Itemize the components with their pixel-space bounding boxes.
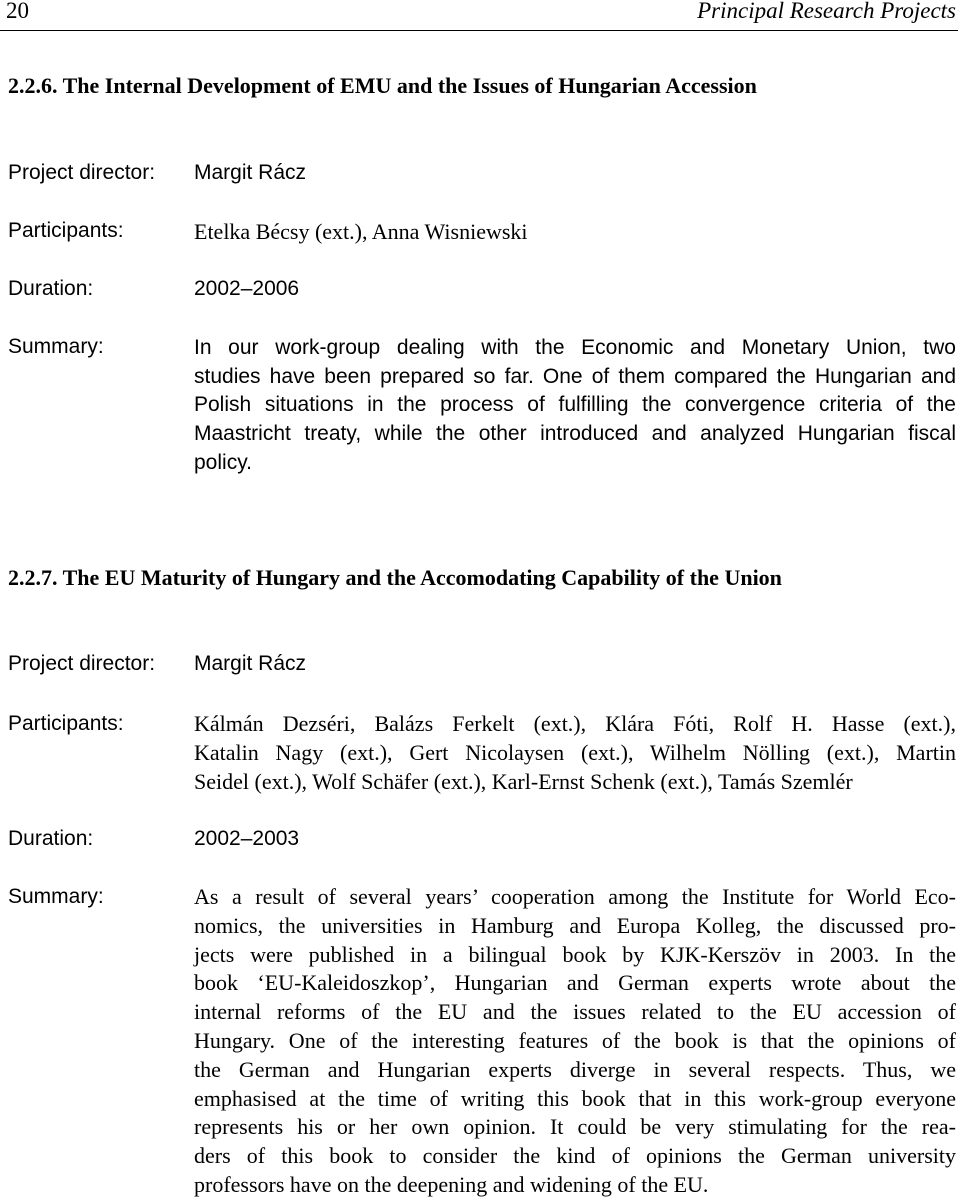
- summary-line: internal reforms of the EU and the issues related to the EU accession of: [194, 999, 956, 1025]
- duration-value: 2002–2006: [194, 277, 300, 300]
- participants-line: Katalin Nagy (ext.), Gert Nicolaysen (ext.), Wilhelm Nölling (ext.), Martin: [194, 739, 956, 765]
- project-director-value: Margit Rácz: [194, 652, 307, 675]
- summary-label: Summary:: [8, 885, 104, 908]
- summary-line: emphasised at the time of writing this book that in this work-group everyone: [194, 1085, 956, 1111]
- participants-line: Kálmán Dezséri, Balázs Ferkelt (ext.), Klára Fóti, Rolf H. Hasse (ext.),: [194, 711, 956, 736]
- summary-text: [194, 883, 956, 1200]
- summary-line: professors have on the deepening and widening of the EU.: [194, 1171, 709, 1197]
- summary-line: the German and Hungarian experts diverge in several respects. Thus, we: [194, 1056, 956, 1082]
- page-number: 20: [6, 0, 29, 23]
- summary-line: ders of this book to consider the kind of opinions the German university: [194, 1143, 956, 1169]
- participants-line: Seidel (ext.), Wolf Schäfer (ext.), Karl-Ernst Schenk (ext.), Tamás Szemlér: [194, 768, 853, 794]
- section-heading: 2.2.7. The EU Maturity of Hungary and the Accomodating Capability of the Union: [8, 565, 782, 590]
- summary-line: book ‘EU-Kaleidoszkop’, Hungarian and German experts wrote about the: [194, 970, 956, 996]
- duration-label: Duration:: [8, 827, 94, 850]
- duration-label: Duration:: [8, 277, 94, 300]
- section-heading: 2.2.6. The Internal Development of EMU and the Issues of Hungarian Accession: [8, 73, 757, 98]
- summary-line: Polish situations in the process of fulfilling the convergence criteria of the: [194, 393, 956, 417]
- duration-value: 2002–2003: [194, 827, 300, 850]
- summary-line: jects were published in a bilingual book by KJK-Kerszöv in 2003. In the: [194, 941, 956, 967]
- summary-line: studies have been prepared so far. One of them compared the Hungarian and: [194, 364, 956, 388]
- summary-line: Hungary. One of the interesting features of the book is that the opinions of: [194, 1027, 956, 1053]
- summary-line: represents his or her own opinion. It could be very stimulating for the rea-: [194, 1114, 956, 1140]
- summary-line: In our work-group dealing with the Economic and Monetary Union, two: [194, 336, 956, 359]
- participants-label: Participants:: [8, 712, 124, 735]
- project-director-label: Project director:: [8, 161, 156, 184]
- project-director-label: Project director:: [8, 652, 156, 675]
- summary-line: policy.: [194, 450, 252, 474]
- participants-value: Etelka Bécsy (ext.), Anna Wisniewski: [194, 219, 528, 244]
- summary-line: As a result of several years’ cooperation among the Institute for World Eco-: [194, 884, 956, 909]
- participants-value: [194, 710, 956, 796]
- summary-line: nomics, the universities in Hamburg and Europa Kolleg, the discussed pro-: [194, 912, 956, 938]
- summary-text: [194, 334, 956, 478]
- running-title: Principal Research Projects: [697, 0, 956, 23]
- summary-line: Maastricht treaty, while the other introduced and analyzed Hungarian fiscal: [194, 422, 956, 446]
- page-header: [0, 0, 958, 31]
- project-director-value: Margit Rácz: [194, 161, 307, 184]
- summary-label: Summary:: [8, 335, 104, 358]
- participants-label: Participants:: [8, 219, 124, 242]
